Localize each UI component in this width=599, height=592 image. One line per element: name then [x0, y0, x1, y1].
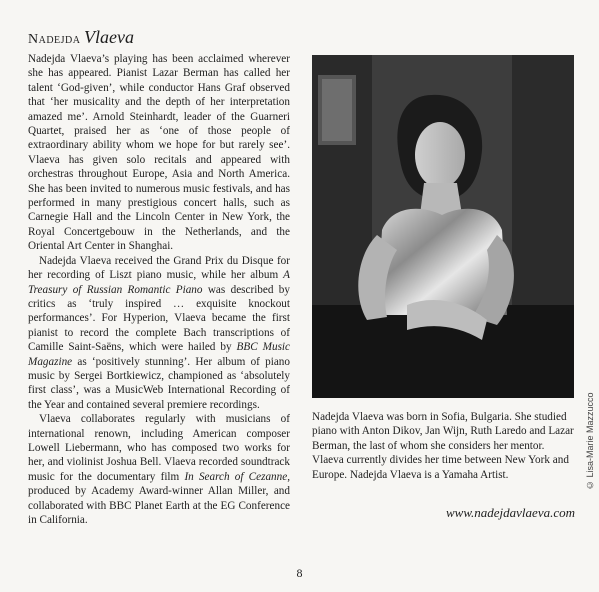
bio-p2-text-a: Nadejda Vlaeva received the Grand Prix du Disque for her recording of Liszt piano music, while her album [28, 254, 290, 282]
bio-paragraph-2 [28, 254, 290, 412]
page-number: 8 [296, 566, 303, 580]
bio-p2-text-c: as ‘positively stunning’. Her album of piano music by Sergei Bortkiewicz, championed as ‘absolutely first class’, was a MusicWeb International Recording of the Year and contained several premiere recordings. [28, 355, 290, 411]
photo-caption: Nadejda Vlaeva was born in Sofia, Bulgaria. She studied piano with Anton Dikov, Jan Wijn, Ruth Laredo and Lazar Berman, the last of whom she considers her mentor. Vlaeva currently divides her time between New York and Europe. Nadejda Vlaeva is a Yamaha Artist. [312, 411, 574, 481]
bio-paragraph-3 [28, 412, 290, 527]
photo-credit: © Lisa-Marie Mazzucco [585, 392, 595, 490]
heading-first-name: Nadejda [28, 32, 81, 47]
film-title: In Search of Cezanne [184, 470, 288, 483]
heading-last-name: Vlaeva [84, 27, 134, 47]
artist-photo-illustration [312, 55, 574, 398]
article-column [28, 28, 290, 527]
bio-p3-text-b: , produced by Academy Award-winner Allan Miller, and collaborated with BBC Planet Earth at the EG Conference in California. [28, 470, 291, 526]
magazine-title: BBC Music Magazine [28, 341, 290, 368]
album-title: A Treasury of Russian Romantic Piano [28, 269, 290, 296]
bio-p3-text-a: Vlaeva collaborates regularly with musicians of international renown, including American composer Lowell Liebermann, who has composed two works for her, and violinist Joshua Bell. Vlaeva recorded soundtrack music for the documentary film [28, 413, 290, 483]
website-link[interactable]: www.nadejdavlaeva.com [445, 505, 575, 520]
bio-paragraph-1: Nadejda Vlaeva’s playing has been acclaimed wherever she has appeared. Pianist Lazar Berman has called her talent ‘God-given’, while conductor Hans Graf observed that ‘her musicality and the depth of her interpretation amazed me’. Arnold Steinhardt, leader of the Guarneri Quartet, praised her as ‘one of those people of extraordinary ability whom we hope for but rarely see’. Vlaeva has given solo recitals and appeared with orchestras throughout Europe, Asia and North America. She has been invited to numerous music festivals, and has performed in many prestigious concert halls, such as Carnegie Hall and the Lincoln Center in New York, the Royal Concertgebouw in the Netherlands, and the Oriental Art Center in Shanghai. [28, 53, 290, 253]
artist-heading [28, 28, 290, 49]
artist-photo [312, 55, 574, 398]
bio-p2-text-b: was described by critics as ‘truly inspired … exquisite knockout performances’. For Hyperion, Vlaeva became the first pianist to record the complete Bach transcriptions of Camille Saint-Saëns, which were hailed by [28, 283, 290, 354]
